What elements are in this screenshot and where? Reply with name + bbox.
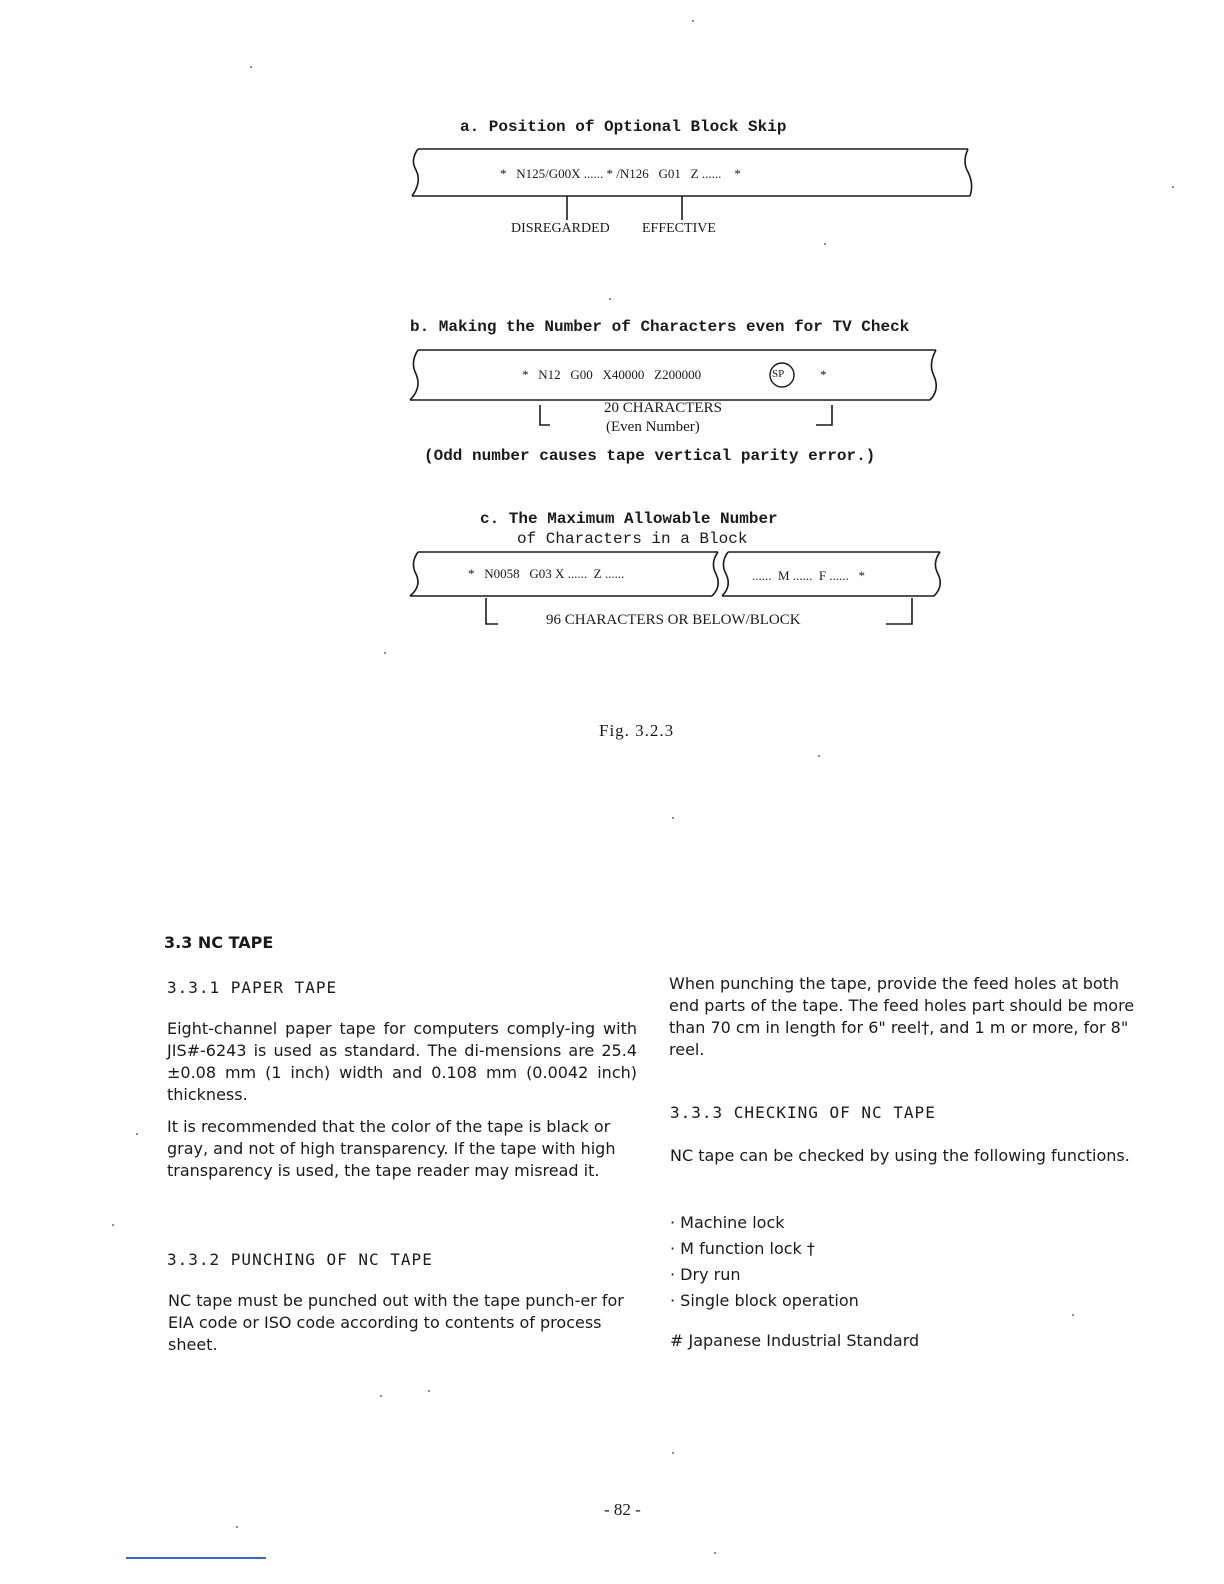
- scan-speck: [428, 1390, 430, 1392]
- tape-c-break-right: [722, 552, 728, 596]
- paragraph-checking: NC tape can be checked by using the following functions.: [670, 1146, 1130, 1165]
- scan-speck: [250, 66, 252, 68]
- paragraph-paper-tape-standard: Eight-channel paper tape for computers comply-ing with JIS#-6243 is used as standard. The di-mensions are 25.4 ±0.08 mm (1 inch) width and 0.108 mm (0.0042 inch) thickness.: [167, 1019, 637, 1104]
- page-number: - 82 -: [604, 1500, 641, 1519]
- scan-speck: [1072, 1314, 1074, 1316]
- paragraph-feed-holes: When punching the tape, provide the feed holes at both end parts of the tape. The feed holes part should be more than 70 cm in length for 6" reel†, and 1 m or more, for 8" reel.: [669, 974, 1135, 1059]
- tape-a-left-end: [412, 149, 418, 196]
- heading-3-3-3: 3.3.3 CHECKING OF NC TAPE: [670, 1103, 936, 1122]
- dots: ......: [583, 166, 604, 181]
- figure-b-note: (Odd number causes tape vertical parity error.): [424, 447, 876, 465]
- tape-a-right-end: [965, 149, 972, 196]
- list-item: · Dry run: [670, 1265, 741, 1284]
- code-n12: N12: [538, 367, 561, 382]
- code-g00: G00: [570, 367, 593, 382]
- tape-c-left-text: [468, 566, 624, 582]
- eob-symbol-1: *: [500, 166, 507, 181]
- tape-b-left-end: [410, 350, 418, 400]
- scan-speck: [818, 755, 820, 757]
- code-g03: G03: [529, 566, 552, 581]
- figure-b-caption: b. Making the Number of Characters even for TV Check: [410, 318, 910, 336]
- scan-speck: [380, 1395, 382, 1397]
- footnote-jis: # Japanese Industrial Standard: [670, 1331, 920, 1350]
- figure-c-caption-line1: c. The Maximum Allowable Number: [480, 510, 778, 528]
- tape-c-right-text: [752, 568, 865, 584]
- list-item: · Machine lock: [670, 1213, 785, 1232]
- tape-b-text: [522, 367, 701, 383]
- code-x40000: X40000: [602, 367, 645, 382]
- eob-symbol-2: *: [858, 568, 866, 583]
- dots: ......: [604, 566, 625, 581]
- scan-speck: [236, 1526, 238, 1528]
- section-title: 3.3 NC TAPE: [164, 933, 274, 952]
- paragraph-tape-color: It is recommended that the color of the tape is black or gray, and not of high transparency. If the tape with high transparency is used, the tape reader may misread it.: [167, 1117, 616, 1180]
- tape-b-right-end: [930, 350, 936, 400]
- label-effective: EFFECTIVE: [642, 221, 716, 236]
- scan-speck: [714, 1552, 716, 1554]
- count-96-characters: 96 CHARACTERS OR BELOW/BLOCK: [546, 612, 801, 628]
- list-item: · Single block operation: [670, 1291, 859, 1310]
- tape-a-text: [500, 166, 741, 182]
- eob-symbol-1: *: [522, 367, 529, 382]
- bracket-c-left: [486, 598, 498, 624]
- code-z200000: Z200000: [654, 367, 702, 382]
- count-20-characters: 20 CHARACTERS: [604, 400, 722, 416]
- list-item: · M function lock †: [670, 1239, 815, 1258]
- left-column: [167, 1018, 637, 1182]
- heading-3-3-1: 3.3.1 PAPER TAPE: [167, 978, 338, 997]
- paragraph-punching: NC tape must be punched out with the tape punch-er for EIA code or ISO code according to contents of process sheet.: [168, 1291, 624, 1354]
- tape-c-break-left: [712, 552, 718, 596]
- sp-label: SP: [772, 368, 785, 380]
- eob-symbol-2: *: [606, 166, 614, 181]
- figure-c-caption-line2: of Characters in a Block: [517, 530, 748, 548]
- count-even-number: (Even Number): [606, 419, 700, 435]
- figure-label: Fig. 3.2.3: [599, 721, 675, 740]
- code-z: Z: [593, 566, 602, 581]
- scan-speck: [672, 817, 674, 819]
- scan-speck: [824, 243, 826, 245]
- tape-c-right-end: [934, 552, 940, 596]
- scan-speck: [384, 652, 386, 654]
- block-n126: /N126: [616, 166, 649, 181]
- scan-speck: [136, 1133, 138, 1135]
- dots: ......: [567, 566, 588, 581]
- bracket-b-right: [816, 405, 832, 425]
- check-functions-list: [670, 1210, 970, 1314]
- dots: ......: [701, 166, 722, 181]
- eob-symbol-3: *: [734, 166, 741, 181]
- heading-3-3-2: 3.3.2 PUNCHING OF NC TAPE: [167, 1250, 433, 1269]
- bottom-underline: [126, 1557, 266, 1559]
- figure-a-caption: a. Position of Optional Block Skip: [460, 118, 787, 136]
- code-m: M: [778, 568, 790, 583]
- dots: ......: [829, 568, 849, 583]
- code-x: X: [555, 566, 565, 581]
- scan-speck: [692, 20, 694, 22]
- scan-speck: [1172, 186, 1174, 188]
- dots: ......: [792, 568, 813, 583]
- scan-speck: [609, 298, 611, 300]
- tape-c-left-end: [410, 552, 418, 596]
- code-z: Z: [690, 166, 699, 181]
- bracket-b-left: [540, 405, 550, 425]
- code-n0058: N0058: [484, 566, 520, 581]
- block-n125: N125/G00X: [516, 166, 581, 181]
- eob-symbol-2: *: [820, 367, 827, 382]
- label-disregarded: DISREGARDED: [511, 221, 610, 236]
- dots: ......: [752, 568, 772, 583]
- code-g01: G01: [658, 166, 681, 181]
- scan-speck: [112, 1224, 114, 1226]
- bracket-c-right: [886, 598, 912, 624]
- eob-symbol-1: *: [468, 566, 475, 581]
- code-f: F: [818, 568, 827, 583]
- scan-speck: [672, 1452, 674, 1454]
